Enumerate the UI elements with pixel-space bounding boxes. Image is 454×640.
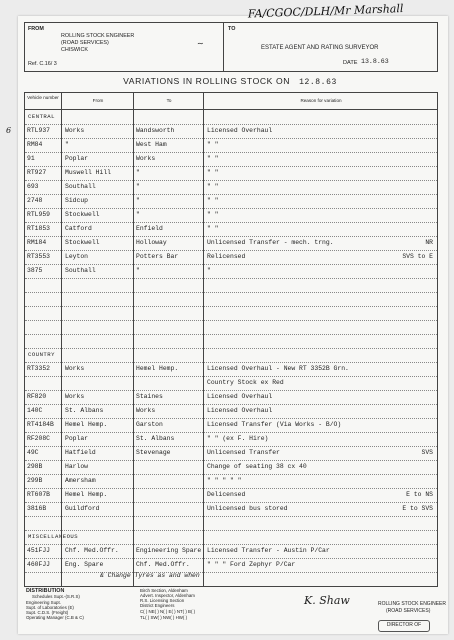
signatory-line-1: ROLLING STOCK ENGINEER bbox=[378, 601, 446, 607]
distribution-codes-1: C( ) NE( ) N( ) E( ) NT( ) B( ) bbox=[140, 609, 196, 614]
blank-row bbox=[25, 516, 437, 531]
cell-reason: Change of seating 38 cx 40 bbox=[207, 463, 307, 470]
section-row bbox=[25, 348, 437, 363]
cell-from: Amersham bbox=[65, 477, 96, 484]
header-reason: Reason for variation bbox=[300, 98, 342, 103]
cell-veh: 299B bbox=[27, 477, 43, 484]
date-label: DATE bbox=[343, 60, 358, 66]
cell-reason: Licensed Overhaul bbox=[207, 393, 273, 400]
table-row bbox=[25, 222, 437, 237]
table-row bbox=[25, 404, 437, 419]
distribution-left-2: Engineering Supt. bbox=[26, 600, 61, 605]
cell-to: Stevenage bbox=[136, 449, 171, 456]
margin-mark: 6 bbox=[6, 126, 12, 135]
cell-from: Southall bbox=[65, 267, 96, 274]
cell-from: St. Albans bbox=[65, 407, 104, 414]
cell-veh: 3816B bbox=[27, 505, 47, 512]
cell-reason: " " " " " bbox=[207, 477, 242, 484]
table-row bbox=[25, 376, 437, 391]
table-row bbox=[25, 432, 437, 447]
table-row bbox=[25, 418, 437, 433]
cell-from: Hemel Hemp. bbox=[65, 421, 108, 428]
table-row bbox=[25, 544, 437, 559]
title-date: 12.8.63 bbox=[299, 78, 337, 87]
cell-from: Hatfield bbox=[65, 449, 96, 456]
cell-reason: Delicensed bbox=[207, 491, 246, 498]
cell-reason: Unlicensed Transfer - mech. trng. bbox=[207, 239, 334, 246]
cell-veh: 693 bbox=[27, 183, 39, 190]
cell-from: Eng. Spare bbox=[65, 561, 104, 568]
distribution-block bbox=[24, 588, 436, 620]
table-row bbox=[25, 558, 437, 573]
cell-to: " bbox=[136, 211, 140, 218]
distribution-left-4: Supt. C.D.S. (Freight) bbox=[26, 610, 69, 615]
header-date: 13.8.63 bbox=[361, 58, 389, 65]
variations-table bbox=[24, 92, 438, 587]
cell-veh: RT607B bbox=[27, 491, 51, 498]
from-reference: Ref. C.16/ 3 bbox=[28, 61, 57, 67]
cell-to: " bbox=[136, 169, 140, 176]
cell-veh: 2748 bbox=[27, 197, 43, 204]
distribution-left-5: Operating Manager (C.B & C) bbox=[26, 615, 84, 620]
blank-row bbox=[25, 320, 437, 335]
table-row bbox=[25, 264, 437, 279]
cell-to: Wandsworth bbox=[136, 127, 175, 134]
table-row bbox=[25, 474, 437, 489]
cell-from: Guildford bbox=[65, 505, 100, 512]
cell-from: Works bbox=[65, 365, 85, 372]
cell-to: Garston bbox=[136, 421, 163, 428]
cell-reason: " " bbox=[207, 141, 219, 148]
cell-from: Harlow bbox=[65, 463, 89, 470]
cell-from: " bbox=[65, 141, 69, 148]
table-row bbox=[25, 152, 437, 167]
cell-to: Hemel Hemp. bbox=[136, 365, 179, 372]
distribution-label: DISTRIBUTION bbox=[26, 588, 65, 594]
to-recipient: ESTATE AGENT AND RATING SURVEYOR bbox=[261, 45, 379, 51]
cell-veh: RM184 bbox=[27, 239, 47, 246]
to-label: TO bbox=[228, 26, 236, 32]
cell-to: Staines bbox=[136, 393, 163, 400]
header-from: From bbox=[92, 98, 104, 103]
table-row bbox=[25, 236, 437, 251]
cell-reason: " bbox=[207, 267, 211, 274]
distribution-left-1: Schedules Supt.-(S.R.S) bbox=[32, 594, 80, 599]
cell-note: NR bbox=[425, 239, 433, 246]
cell-reason: " " " Ford Zephyr P/Car bbox=[207, 561, 296, 568]
cell-reason: Licensed Overhaul bbox=[207, 407, 273, 414]
table-header bbox=[25, 93, 437, 110]
table-row bbox=[25, 446, 437, 461]
distribution-mid-2: Advert. Inspector, Aldenham bbox=[140, 593, 195, 598]
cell-veh: RF820 bbox=[27, 393, 47, 400]
section-heading-country: COUNTRY bbox=[28, 351, 55, 358]
section-row bbox=[25, 110, 437, 125]
table-row bbox=[25, 390, 437, 405]
table-row bbox=[25, 194, 437, 209]
header-divider bbox=[223, 23, 224, 71]
cell-reason: Licensed Transfer (Via Works - B/O) bbox=[207, 421, 342, 428]
received-stamp: DIRECTOR OF bbox=[378, 620, 430, 632]
cell-reason: Country Stock ex Red bbox=[207, 379, 284, 386]
cell-from: Muswell Hill bbox=[65, 169, 112, 176]
cell-veh: 3875 bbox=[27, 267, 43, 274]
header-vehicle: Vehicle number bbox=[27, 95, 59, 100]
cell-veh: 49C bbox=[27, 449, 39, 456]
handwritten-routing-note: FA/CGOC/DLH/Mr Marshall bbox=[247, 2, 404, 21]
cell-to: " bbox=[136, 197, 140, 204]
cell-to: " bbox=[136, 183, 140, 190]
cell-note: E to NS bbox=[406, 491, 433, 498]
distribution-mid-4: District Engineers bbox=[140, 603, 175, 608]
blank-row bbox=[25, 278, 437, 293]
cell-from: Hemel Hemp. bbox=[65, 491, 108, 498]
cell-veh: 460FJJ bbox=[27, 561, 51, 568]
table-row bbox=[25, 166, 437, 181]
cell-from: Sidcup bbox=[65, 197, 89, 204]
cell-from: Stockwell bbox=[65, 211, 100, 218]
footnote: & Change Tyres as and when bbox=[100, 572, 200, 579]
cell-veh: RT4184B bbox=[27, 421, 54, 428]
distribution-left-3: Supt. of Laboratories (E) bbox=[26, 605, 74, 610]
cell-note: SVS bbox=[421, 449, 433, 456]
table-row bbox=[25, 488, 437, 503]
cell-reason: " " bbox=[207, 197, 219, 204]
signature: K. Shaw bbox=[304, 594, 350, 607]
cell-veh: RT1853 bbox=[27, 225, 51, 232]
section-heading-misc: MISCELLANEOUS bbox=[28, 533, 79, 540]
table-row bbox=[25, 138, 437, 153]
cell-note: SVS to E bbox=[402, 253, 433, 260]
cell-from: Southall bbox=[65, 183, 96, 190]
cell-reason: Licensed Overhaul - New RT 3352B Grn. bbox=[207, 365, 349, 372]
cell-from: Poplar bbox=[65, 435, 89, 442]
blank-row bbox=[25, 306, 437, 321]
blank-row bbox=[25, 292, 437, 307]
cell-veh: RTL959 bbox=[27, 211, 51, 218]
cell-reason: " " bbox=[207, 155, 219, 162]
cell-from: Poplar bbox=[65, 155, 89, 162]
cell-reason: " " bbox=[207, 211, 219, 218]
cell-to: Chf. Med.Offr. bbox=[136, 561, 190, 568]
signature-area bbox=[302, 594, 372, 616]
table-row bbox=[25, 362, 437, 377]
cell-reason: Unlicensed Transfer bbox=[207, 449, 280, 456]
from-label: FROM bbox=[28, 26, 44, 32]
cell-to: St. Albans bbox=[136, 435, 175, 442]
cell-note: E to SVS bbox=[402, 505, 433, 512]
from-line-3: CHISWICK bbox=[61, 47, 88, 53]
cell-reason: Licensed Transfer - Austin P/Car bbox=[207, 547, 330, 554]
table-row bbox=[25, 460, 437, 475]
cell-from: Stockwell bbox=[65, 239, 100, 246]
table-row bbox=[25, 502, 437, 517]
cell-to: Works bbox=[136, 407, 156, 414]
cell-veh: 140C bbox=[27, 407, 43, 414]
cell-veh: 451FJJ bbox=[27, 547, 51, 554]
table-row bbox=[25, 180, 437, 195]
distribution-codes-2: TL( ) SW( ) NW( ) HW( ) bbox=[140, 615, 188, 620]
cell-from: Chf. Med.Offr. bbox=[65, 547, 119, 554]
title-text: VARIATIONS IN ROLLING STOCK ON bbox=[123, 76, 291, 86]
cell-reason: Licensed Overhaul bbox=[207, 127, 273, 134]
cell-to: West Ham bbox=[136, 141, 167, 148]
document-title bbox=[24, 76, 436, 87]
cell-reason: Unlicensed bus stored bbox=[207, 505, 288, 512]
distribution-mid-1: Birch Section, Aldenham bbox=[140, 588, 188, 593]
header-box bbox=[24, 22, 438, 72]
from-line-2: (ROAD SERVICES) bbox=[61, 40, 109, 46]
cell-reason: " " (ex F. Hire) bbox=[207, 435, 269, 442]
cell-from: Leyton bbox=[65, 253, 89, 260]
cell-reason: " " bbox=[207, 183, 219, 190]
blank-row bbox=[25, 334, 437, 349]
cell-to: Holloway bbox=[136, 239, 167, 246]
cell-from: Works bbox=[65, 393, 85, 400]
cell-from: Works bbox=[65, 127, 85, 134]
cell-reason: Relicensed bbox=[207, 253, 246, 260]
pen-mark: ∼ bbox=[197, 39, 204, 48]
cell-veh: RF208C bbox=[27, 435, 51, 442]
table-row bbox=[25, 250, 437, 265]
section-heading-central: CENTRAL bbox=[28, 113, 55, 120]
header-to: To bbox=[166, 98, 172, 103]
cell-reason: " " bbox=[207, 225, 219, 232]
cell-veh: 91 bbox=[27, 155, 35, 162]
cell-veh: RT927 bbox=[27, 169, 47, 176]
cell-veh: 298B bbox=[27, 463, 43, 470]
cell-to: " bbox=[136, 267, 140, 274]
cell-to: Potters Bar bbox=[136, 253, 179, 260]
from-line-1: ROLLING STOCK ENGINEER bbox=[61, 33, 135, 39]
signatory-line-2: (ROAD SERVICES) bbox=[386, 608, 431, 614]
table-row bbox=[25, 208, 437, 223]
table-row bbox=[25, 124, 437, 139]
cell-reason: " " bbox=[207, 169, 219, 176]
distribution-mid-3: R.S. Licensing Section bbox=[140, 598, 185, 603]
section-row bbox=[25, 530, 437, 545]
cell-to: Engineering Spare bbox=[136, 547, 202, 554]
cell-veh: RTL937 bbox=[27, 127, 51, 134]
cell-veh: RT3553 bbox=[27, 253, 51, 260]
cell-to: Works bbox=[136, 155, 156, 162]
cell-veh: RT3352 bbox=[27, 365, 51, 372]
cell-veh: RM84 bbox=[27, 141, 43, 148]
cell-to: Enfield bbox=[136, 225, 163, 232]
cell-from: Catford bbox=[65, 225, 92, 232]
